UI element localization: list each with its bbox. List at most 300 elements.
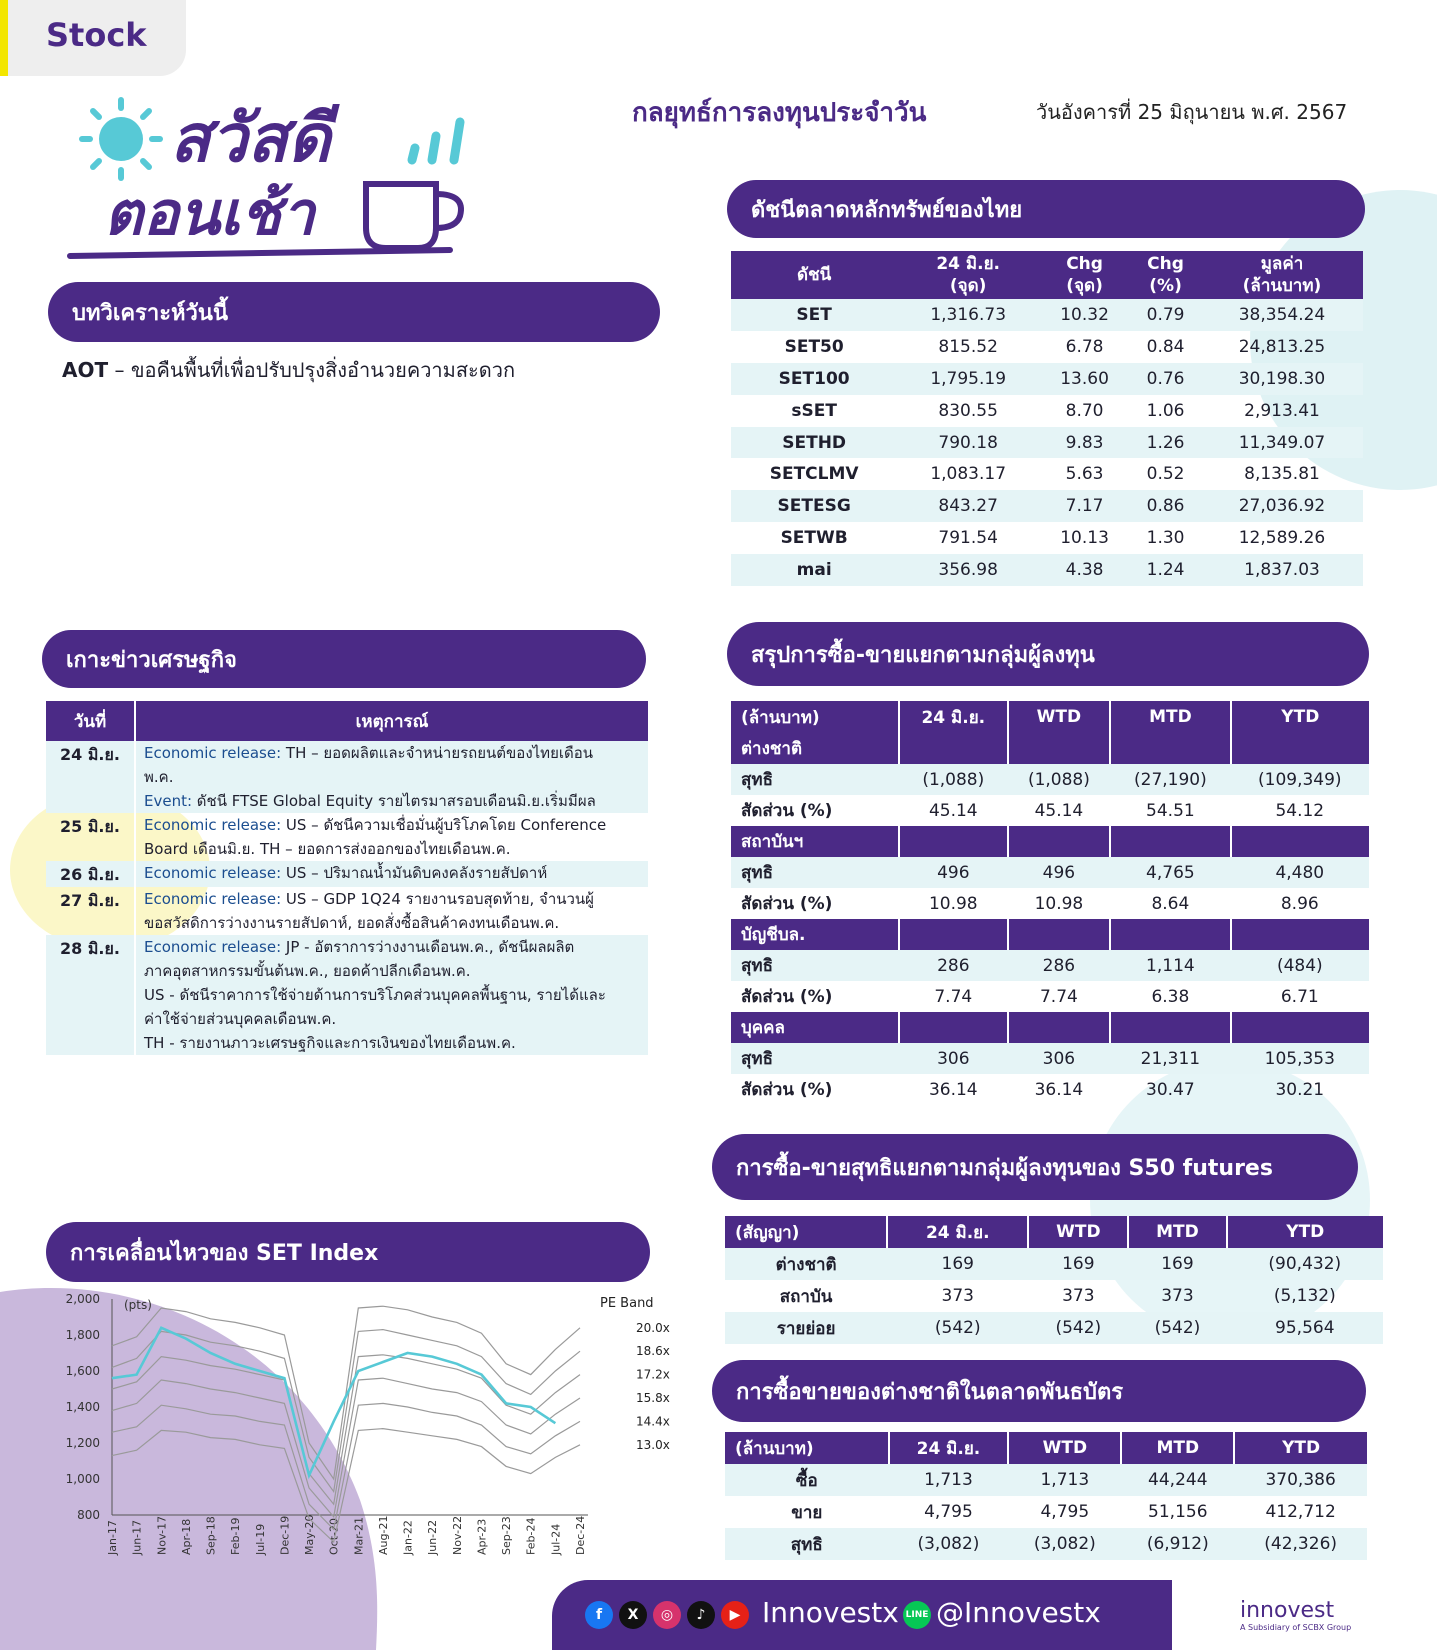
set-chart-heading bbox=[46, 1222, 650, 1282]
pe-band-label: 14.4x bbox=[636, 1414, 670, 1429]
index-table bbox=[731, 251, 1363, 586]
row-value: 306 bbox=[899, 1043, 1008, 1074]
steam-icon bbox=[400, 100, 470, 170]
row-value: 373 bbox=[1161, 1286, 1194, 1306]
index-name: mai bbox=[731, 554, 897, 586]
futures_table-header: MTD bbox=[1128, 1216, 1226, 1248]
index-header-line1: 24 มิ.ย. bbox=[936, 254, 1000, 274]
news-header: เหตุการณ์ bbox=[135, 701, 648, 741]
news-date: 28 มิ.ย. bbox=[46, 935, 135, 1055]
index-value: 38,354.24 bbox=[1201, 299, 1363, 331]
news-event-label: Economic release: bbox=[144, 890, 282, 908]
news-event-label: Economic release: bbox=[144, 744, 282, 762]
index-value: 10.13 bbox=[1060, 528, 1109, 549]
group-filler bbox=[1110, 919, 1230, 950]
futures-table-heading bbox=[712, 1134, 1358, 1200]
index-name: SETWB bbox=[780, 528, 848, 549]
index-name: SETHD bbox=[731, 427, 897, 459]
x-tick-label: Apr-18 bbox=[179, 1518, 193, 1555]
bond_table-row[interactable] bbox=[725, 1496, 1367, 1528]
brand-subtitle: A Subsidiary of SCBX Group bbox=[1240, 1623, 1352, 1632]
instagram-icon[interactable]: ◎ bbox=[653, 1601, 681, 1629]
news-event-line bbox=[144, 1031, 642, 1055]
row-value: 496 bbox=[1008, 857, 1111, 888]
y-tick-label: 1,000 bbox=[65, 1472, 100, 1486]
investor-table bbox=[731, 701, 1369, 1105]
row-label: ขาย bbox=[791, 1502, 823, 1523]
index-header-row bbox=[731, 251, 1363, 299]
x-icon[interactable]: X bbox=[619, 1601, 647, 1629]
row-value: (542) bbox=[1028, 1312, 1128, 1344]
index-value: 5.63 bbox=[1065, 464, 1104, 485]
group-filler bbox=[899, 733, 1008, 764]
bond_table-header: MTD bbox=[1121, 1432, 1234, 1464]
index-value: 1.26 bbox=[1130, 427, 1201, 459]
news-date: 25 มิ.ย. bbox=[46, 813, 135, 861]
news-event-text: ขอสวัสดิการว่างงานรายสัปดาห์, ยอดสั่งซื้อสินค้าคงทนเดือนพ.ค. bbox=[144, 914, 560, 932]
row-label: ซื้อ bbox=[725, 1464, 889, 1496]
index-value: 0.79 bbox=[1130, 299, 1201, 331]
x-tick-label: Aug-21 bbox=[376, 1515, 390, 1555]
row-label: รายย่อย bbox=[725, 1312, 887, 1344]
unit-label: (pts) bbox=[124, 1298, 152, 1312]
investor-table-heading-text: สรุปการซื้อ-ขายแยกตามกลุ่มผู้ลงทุน bbox=[751, 642, 1095, 668]
index-row[interactable] bbox=[731, 299, 1363, 331]
row-label: สุทธิ bbox=[731, 950, 899, 981]
news-header: วันที่ bbox=[46, 701, 135, 741]
row-label: สุทธิ bbox=[731, 857, 899, 888]
news-event-line bbox=[144, 959, 642, 983]
row-value: (1,088) bbox=[1008, 764, 1111, 795]
index-row[interactable] bbox=[731, 458, 1363, 490]
news-event-line bbox=[144, 983, 642, 1007]
news-event-label: Economic release: bbox=[144, 864, 282, 882]
row-value: 10.98 bbox=[928, 893, 978, 914]
investor-row[interactable] bbox=[731, 857, 1369, 888]
row-value: 30.21 bbox=[1275, 1079, 1325, 1100]
news-event-text: ภาคอุตสาหกรรมขั้นต้นพ.ค., ยอดค้าปลีกเดือนพ.ค. bbox=[144, 962, 471, 980]
index-value: 830.55 bbox=[938, 400, 998, 421]
row-value: 286 bbox=[1008, 950, 1111, 981]
news-event-line bbox=[144, 911, 642, 935]
x-tick-label: Jan-17 bbox=[106, 1520, 119, 1555]
y-tick-label: 1,200 bbox=[65, 1436, 100, 1450]
group-row bbox=[731, 826, 1369, 857]
index-name: sSET bbox=[791, 400, 837, 421]
futures_table-row[interactable] bbox=[725, 1280, 1383, 1312]
index-name: SETESG bbox=[731, 490, 897, 522]
pe-band-label: 18.6x bbox=[636, 1344, 670, 1359]
news-event-label: Event: bbox=[144, 792, 193, 810]
index-header-line2: (%) bbox=[1149, 276, 1182, 296]
row-value: (109,349) bbox=[1231, 764, 1369, 795]
futures-table bbox=[725, 1216, 1383, 1344]
index-value: 1,795.19 bbox=[897, 363, 1039, 395]
row-value: 1,713 bbox=[1008, 1464, 1121, 1496]
row-value: 54.51 bbox=[1146, 800, 1195, 821]
news-table bbox=[46, 701, 648, 1055]
group-row bbox=[731, 733, 1369, 764]
index-value: 790.18 bbox=[897, 427, 1039, 459]
row-value: 4,480 bbox=[1231, 857, 1369, 888]
index-name: SET bbox=[731, 299, 897, 331]
y-tick-label: 2,000 bbox=[65, 1292, 100, 1306]
bond_table-row[interactable] bbox=[725, 1464, 1367, 1496]
news-event-line bbox=[144, 813, 642, 837]
bond_table-header: (ล้านบาท) bbox=[725, 1432, 889, 1464]
index-name: SETCLMV bbox=[769, 464, 859, 485]
index-value: 1.30 bbox=[1146, 528, 1185, 549]
x-tick-label: Mar-21 bbox=[352, 1516, 366, 1555]
index-header-line2: (จุด) bbox=[949, 276, 987, 296]
investor-row[interactable] bbox=[731, 1043, 1369, 1074]
row-value: 412,712 bbox=[1265, 1502, 1336, 1522]
futures_table-header: WTD bbox=[1028, 1216, 1128, 1248]
index-value: 0.52 bbox=[1146, 464, 1185, 485]
news-event-line bbox=[144, 765, 642, 789]
news-event bbox=[135, 813, 648, 861]
pe-band-line bbox=[112, 1403, 580, 1529]
analysis-heading-text: บทวิเคราะห์วันนี้ bbox=[72, 300, 228, 326]
investor-row[interactable] bbox=[731, 950, 1369, 981]
news-heading-text: เกาะข่าวเศรษฐกิจ bbox=[66, 647, 237, 673]
investor-row[interactable] bbox=[731, 981, 1369, 1012]
index-value: 1.24 bbox=[1130, 554, 1201, 586]
row-value: (42,326) bbox=[1234, 1528, 1367, 1560]
group-row bbox=[731, 919, 1369, 950]
group-name: สถาบันฯ bbox=[731, 826, 899, 857]
news-heading bbox=[42, 630, 646, 688]
row-value: (6,912) bbox=[1121, 1528, 1234, 1560]
row-value: 306 bbox=[1008, 1043, 1111, 1074]
row-value: 8.64 bbox=[1151, 893, 1190, 914]
index-value: 2,913.41 bbox=[1244, 400, 1320, 421]
x-tick-label: Jan-22 bbox=[401, 1520, 415, 1555]
set-chart-heading-text: การเคลื่อนไหวของ SET Index bbox=[70, 1240, 379, 1266]
investor_table-header: MTD bbox=[1110, 701, 1230, 733]
index-value: 12,589.26 bbox=[1238, 528, 1326, 549]
x-tick-label: Oct-20 bbox=[327, 1518, 341, 1555]
index-header bbox=[1201, 251, 1363, 299]
group-filler bbox=[1231, 733, 1369, 764]
index-header bbox=[1039, 251, 1130, 299]
index-header-line1: Chg bbox=[1147, 254, 1184, 274]
x-tick-label: Jul-24 bbox=[549, 1523, 563, 1555]
futures_table-row[interactable] bbox=[725, 1248, 1383, 1280]
news-row[interactable] bbox=[46, 861, 648, 887]
y-tick-label: 800 bbox=[77, 1508, 100, 1522]
news-event bbox=[135, 935, 648, 1055]
group-filler bbox=[1231, 826, 1369, 857]
index-header bbox=[1130, 251, 1201, 299]
futures_table-header: YTD bbox=[1227, 1216, 1383, 1248]
news-event-line bbox=[144, 935, 642, 959]
news-event-line bbox=[144, 837, 642, 861]
investor-row[interactable] bbox=[731, 888, 1369, 919]
news-event-line bbox=[144, 789, 642, 813]
index-value: 6.78 bbox=[1065, 336, 1104, 357]
news-event-label: Economic release: bbox=[144, 938, 282, 956]
row-value: (90,432) bbox=[1227, 1248, 1383, 1280]
news-event-text: TH - รายงานภาวะเศรษฐกิจและการเงินของไทยเดือนพ.ค. bbox=[144, 1034, 516, 1052]
index-table-heading bbox=[727, 180, 1365, 238]
news-date: 26 มิ.ย. bbox=[46, 861, 135, 887]
coffee-cup-icon bbox=[70, 180, 490, 260]
row-label: สัดส่วน (%) bbox=[741, 894, 833, 914]
x-tick-label: Dec-24 bbox=[574, 1515, 587, 1555]
pe-band-label: 15.8x bbox=[636, 1391, 670, 1405]
line-icon[interactable]: LINE bbox=[903, 1601, 931, 1629]
investor_table-header: 24 มิ.ย. bbox=[899, 701, 1008, 733]
index-header bbox=[897, 251, 1039, 299]
index-value: 791.54 bbox=[938, 528, 998, 549]
row-value: 45.14 bbox=[928, 800, 978, 821]
index-row[interactable] bbox=[731, 427, 1363, 459]
x-tick-label: Jun-17 bbox=[130, 1519, 144, 1555]
index-row[interactable] bbox=[731, 395, 1363, 427]
news-event-line bbox=[144, 1007, 642, 1031]
investor_table-header: (ล้านบาท) bbox=[731, 701, 899, 733]
row-value: (3,082) bbox=[1008, 1528, 1121, 1560]
index-row[interactable] bbox=[731, 490, 1363, 522]
index-value: 0.84 bbox=[1146, 336, 1185, 357]
bond_table-row[interactable] bbox=[725, 1528, 1367, 1560]
index-value: 1,316.73 bbox=[897, 299, 1039, 331]
page-title: กลยุทธ์การลงทุนประจำวัน bbox=[632, 98, 927, 128]
investor_table-header: WTD bbox=[1008, 701, 1111, 733]
news-event-text: US – ดัชนีความเชื่อมั่นผู้บริโภคโดย Conference bbox=[281, 816, 607, 834]
row-value: 169 bbox=[1128, 1248, 1226, 1280]
row-value: (27,190) bbox=[1110, 764, 1230, 795]
group-filler bbox=[899, 1012, 1008, 1043]
x-tick-label: Nov-17 bbox=[155, 1515, 169, 1555]
set-index-chart bbox=[40, 1285, 670, 1570]
x-tick-label: Jul-19 bbox=[253, 1523, 267, 1555]
investor-row[interactable] bbox=[731, 764, 1369, 795]
brand-name: innovest bbox=[1240, 1598, 1335, 1623]
index-value: 7.17 bbox=[1039, 490, 1130, 522]
y-tick-label: 1,800 bbox=[65, 1328, 100, 1342]
row-value: 36.14 bbox=[928, 1079, 978, 1100]
news-date: 27 มิ.ย. bbox=[46, 887, 135, 935]
news-event-text: JP - อัตราการว่างงานเดือนพ.ค., ดัชนีผลผลิต bbox=[281, 938, 575, 956]
group-name: บุคคล bbox=[731, 1012, 899, 1043]
group-filler bbox=[1008, 733, 1111, 764]
news-event-line bbox=[144, 861, 642, 885]
row-value: 6.71 bbox=[1280, 986, 1319, 1007]
index-value: 4.38 bbox=[1039, 554, 1130, 586]
index-value: 27,036.92 bbox=[1201, 490, 1363, 522]
news-event-label: Economic release: bbox=[144, 816, 282, 834]
index-value: 843.27 bbox=[897, 490, 1039, 522]
x-tick-label: Sep-18 bbox=[204, 1516, 218, 1555]
morning-logo bbox=[70, 86, 500, 266]
bond-table-heading bbox=[712, 1360, 1366, 1422]
row-value: 30.47 bbox=[1146, 1079, 1195, 1100]
index-value: 10.32 bbox=[1039, 299, 1130, 331]
news-header-row bbox=[46, 701, 648, 741]
x-tick-label: May-20 bbox=[303, 1514, 317, 1555]
index-header-line1: ดัชนี bbox=[797, 265, 832, 285]
group-filler bbox=[899, 919, 1008, 950]
pe-band-line bbox=[112, 1355, 580, 1504]
row-value: (542) bbox=[1128, 1312, 1226, 1344]
index-value: 24,813.25 bbox=[1238, 336, 1326, 357]
news-event-text: พ.ค. bbox=[144, 768, 174, 786]
bond_table-header-row bbox=[725, 1432, 1367, 1464]
row-value: (484) bbox=[1231, 950, 1369, 981]
row-value: 10.98 bbox=[1034, 893, 1084, 914]
row-value: 373 bbox=[1062, 1286, 1095, 1306]
x-tick-label: Nov-22 bbox=[450, 1515, 464, 1555]
news-event-line bbox=[144, 887, 642, 911]
row-value: 7.74 bbox=[1039, 986, 1078, 1007]
row-value: 370,386 bbox=[1234, 1464, 1367, 1496]
row-value: 7.74 bbox=[934, 986, 973, 1007]
group-filler bbox=[1110, 826, 1230, 857]
news-event-text: US – ปริมาณน้ำมันดิบคงคลังรายสัปดาห์ bbox=[281, 864, 548, 882]
index-table-heading-text: ดัชนีตลาดหลักทรัพย์ของไทย bbox=[751, 197, 1023, 223]
group-filler bbox=[1008, 826, 1111, 857]
row-label: สัดส่วน (%) bbox=[741, 1080, 833, 1100]
row-value: (5,132) bbox=[1273, 1286, 1336, 1306]
bond_table-header: YTD bbox=[1234, 1432, 1367, 1464]
index-name: SET50 bbox=[784, 336, 844, 357]
news-event-line bbox=[144, 741, 642, 765]
index-row[interactable] bbox=[731, 522, 1363, 554]
news-event bbox=[135, 887, 648, 935]
row-value: 105,353 bbox=[1231, 1043, 1369, 1074]
row-value: 8.96 bbox=[1280, 893, 1319, 914]
row-label: สุทธิ bbox=[731, 764, 899, 795]
row-value: 373 bbox=[941, 1286, 974, 1306]
news-event-text: US – GDP 1Q24 รายงานรอบสุดท้าย, จำนวนผู้ bbox=[281, 890, 594, 908]
bond_table-header: WTD bbox=[1008, 1432, 1121, 1464]
y-tick-label: 1,600 bbox=[65, 1364, 100, 1378]
tab-label: Stock bbox=[46, 16, 147, 54]
group-name: ต่างชาติ bbox=[731, 733, 899, 764]
pe-band-title: PE Band bbox=[600, 1296, 654, 1311]
x-tick-label: Jun-22 bbox=[426, 1519, 440, 1555]
index-header-line2: (ล้านบาท) bbox=[1242, 276, 1322, 296]
analysis-item[interactable] bbox=[62, 354, 515, 386]
row-value: (1,088) bbox=[899, 764, 1008, 795]
pe-band-label: 17.2x bbox=[636, 1367, 670, 1382]
index-value: 0.76 bbox=[1130, 363, 1201, 395]
news-event-text: Board เดือนมิ.ย. TH – ยอดการส่งออกของไทยเดือนพ.ค. bbox=[144, 840, 511, 858]
pe-band-line bbox=[112, 1306, 580, 1479]
index-header-line1: มูลค่า bbox=[1260, 254, 1304, 274]
x-tick-label: Dec-19 bbox=[278, 1515, 292, 1555]
row-value: 6.38 bbox=[1151, 986, 1190, 1007]
index-value: 1,837.03 bbox=[1201, 554, 1363, 586]
x-tick-label: Sep-23 bbox=[500, 1516, 514, 1555]
index-value: 8,135.81 bbox=[1244, 464, 1320, 485]
index-value: 815.52 bbox=[938, 336, 998, 357]
row-value: 1,713 bbox=[889, 1464, 1009, 1496]
news-row[interactable] bbox=[46, 813, 648, 861]
logo-line1: สวัสดี bbox=[170, 100, 331, 177]
row-value: 51,156 bbox=[1148, 1502, 1208, 1522]
x-tick-label: Apr-23 bbox=[475, 1518, 489, 1555]
row-value: 1,114 bbox=[1110, 950, 1230, 981]
index-row[interactable] bbox=[731, 331, 1363, 363]
brand-logo bbox=[1240, 1598, 1351, 1632]
group-filler bbox=[899, 826, 1008, 857]
news-row[interactable] bbox=[46, 887, 648, 935]
bond_table-header: 24 มิ.ย. bbox=[889, 1432, 1009, 1464]
news-event bbox=[135, 741, 648, 813]
news-event bbox=[135, 861, 648, 887]
row-value: (3,082) bbox=[889, 1528, 1009, 1560]
investor-row[interactable] bbox=[731, 1074, 1369, 1105]
index-value: 30,198.30 bbox=[1201, 363, 1363, 395]
news-event-text: ดัชนี FTSE Global Equity รายไตรมาสรอบเดือนมิ.ย.เริ่มมีผล bbox=[192, 792, 596, 810]
investor_table-header-row bbox=[731, 701, 1369, 733]
news-event-text: TH – ยอดผลิตและจำหน่ายรถยนต์ของไทยเดือน bbox=[281, 744, 593, 762]
investor_table-header: YTD bbox=[1231, 701, 1369, 733]
row-label: สถาบัน bbox=[779, 1286, 833, 1307]
investor-table-heading bbox=[727, 622, 1369, 686]
index-header bbox=[731, 251, 897, 299]
group-filler bbox=[1008, 919, 1111, 950]
footer-handle[interactable]: Innovestx bbox=[762, 1596, 899, 1629]
stock-tab[interactable] bbox=[0, 0, 186, 76]
group-name: บัญชีบล. bbox=[731, 919, 899, 950]
futures_table-header: 24 มิ.ย. bbox=[887, 1216, 1028, 1248]
index-value: 1,083.17 bbox=[930, 464, 1007, 485]
row-value: 496 bbox=[899, 857, 1008, 888]
bond-table-heading-text: การซื้อขายของต่างชาติในตลาดพันธบัตร bbox=[736, 1379, 1124, 1405]
index-value: 11,349.07 bbox=[1201, 427, 1363, 459]
row-value: 21,311 bbox=[1110, 1043, 1230, 1074]
tiktok-icon[interactable]: ♪ bbox=[687, 1601, 715, 1629]
row-value: 4,765 bbox=[1110, 857, 1230, 888]
row-value: 4,795 bbox=[1040, 1502, 1090, 1522]
index-header-line1: Chg bbox=[1066, 254, 1103, 274]
footer-line-handle[interactable]: @Innovestx bbox=[936, 1596, 1101, 1629]
index-value: 9.83 bbox=[1039, 427, 1130, 459]
investor-row[interactable] bbox=[731, 795, 1369, 826]
news-row[interactable] bbox=[46, 741, 648, 813]
tab-accent bbox=[0, 0, 8, 76]
row-value: 54.12 bbox=[1275, 800, 1325, 821]
index-row[interactable] bbox=[731, 554, 1363, 586]
analysis-heading bbox=[48, 282, 660, 342]
analysis-ticker: AOT bbox=[62, 358, 109, 382]
pe-band-label: 13.0x bbox=[636, 1437, 670, 1452]
row-label: สัดส่วน (%) bbox=[741, 987, 833, 1007]
index-name: SET100 bbox=[731, 363, 897, 395]
row-value: 95,564 bbox=[1227, 1312, 1383, 1344]
group-filler bbox=[1008, 1012, 1111, 1043]
index-value: 0.86 bbox=[1130, 490, 1201, 522]
news-row[interactable] bbox=[46, 935, 648, 1055]
group-filler bbox=[1110, 1012, 1230, 1043]
row-label: สัดส่วน (%) bbox=[741, 801, 833, 821]
x-tick-label: Feb-24 bbox=[524, 1517, 538, 1555]
futures_table-row[interactable] bbox=[725, 1312, 1383, 1344]
news-date: 24 มิ.ย. bbox=[46, 741, 135, 813]
youtube-icon[interactable]: ▶ bbox=[721, 1601, 749, 1629]
row-value: 36.14 bbox=[1034, 1079, 1084, 1100]
index-row[interactable] bbox=[731, 363, 1363, 395]
news-event-text: US - ดัชนีราคาการใช้จ่ายด้านการบริโภคส่วนบุคคลพื้นฐาน, รายได้และ bbox=[144, 986, 606, 1004]
row-value: 45.14 bbox=[1034, 800, 1084, 821]
index-value: 13.60 bbox=[1039, 363, 1130, 395]
facebook-icon[interactable]: f bbox=[585, 1601, 613, 1629]
row-value: 44,244 bbox=[1121, 1464, 1234, 1496]
